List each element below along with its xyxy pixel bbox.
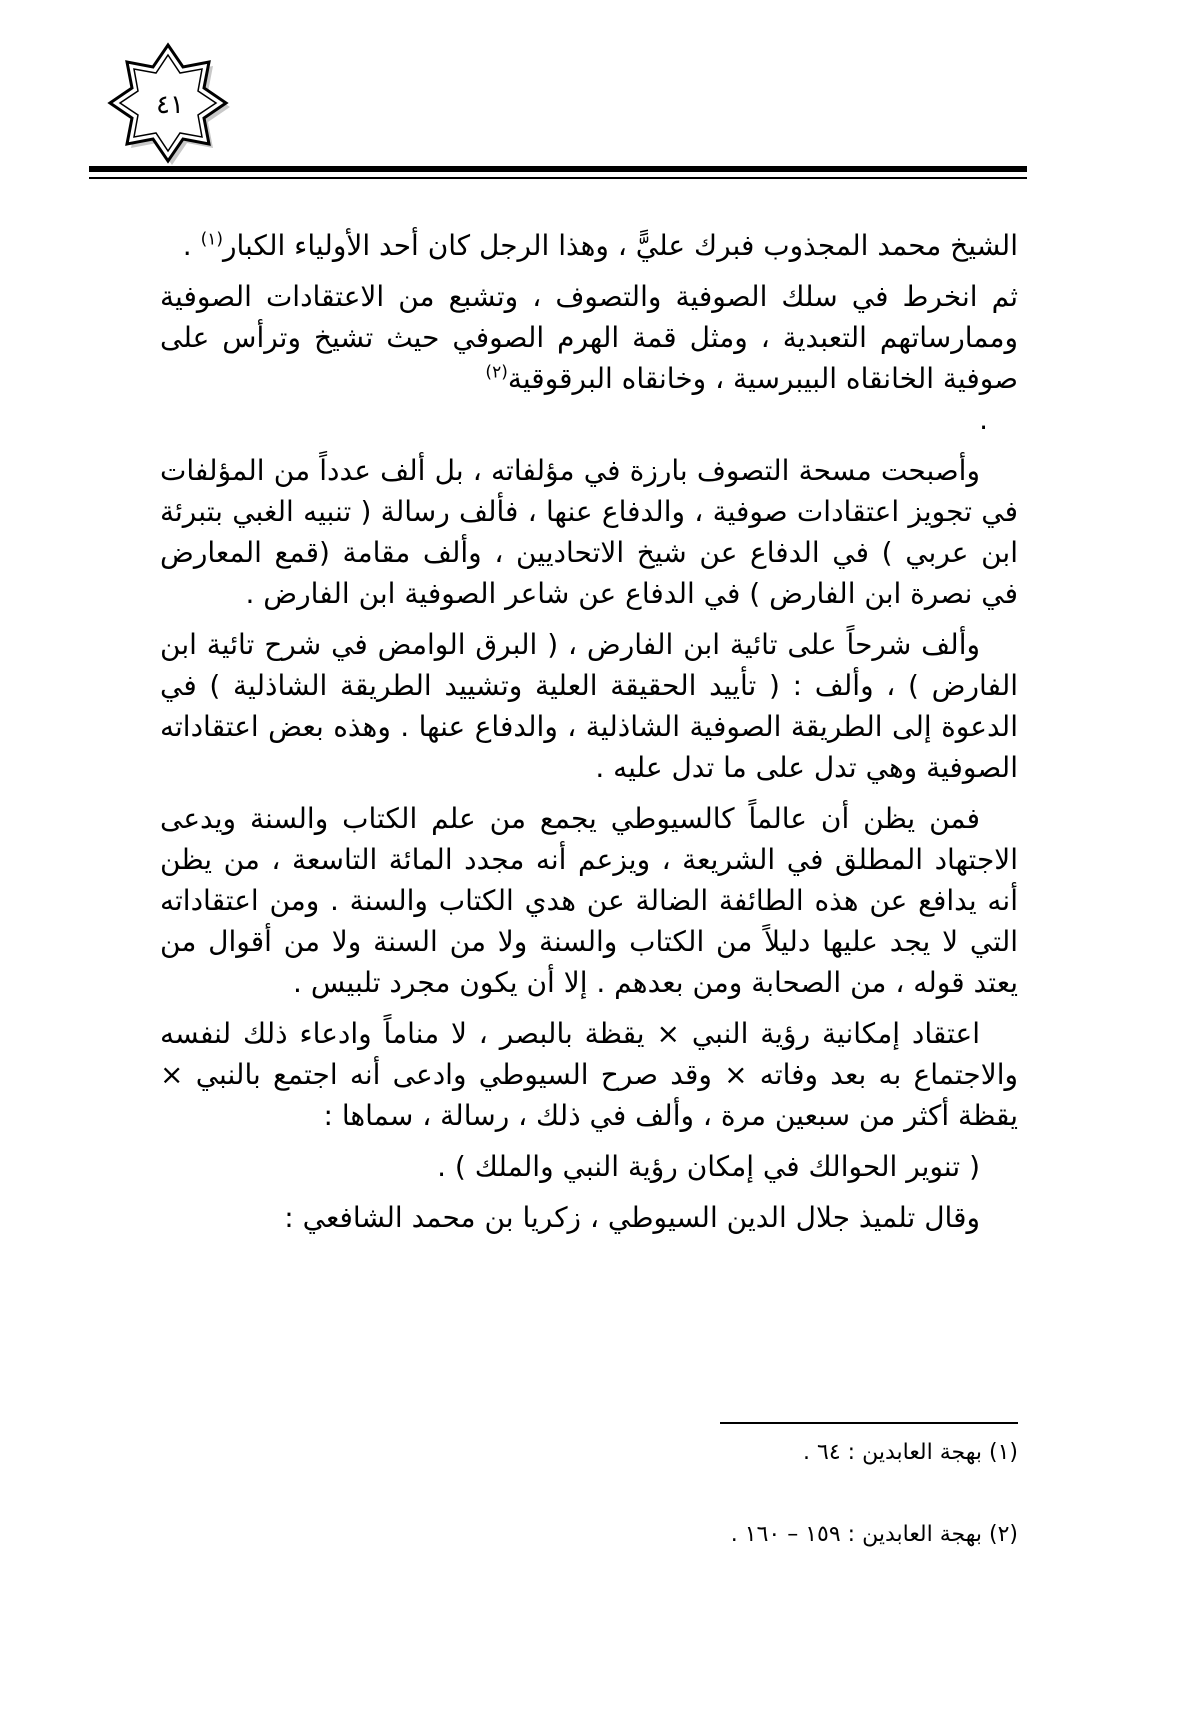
- page-number: ٤١: [156, 90, 184, 120]
- paragraph-7: ( تنوير الحوالك في إمكان رؤية النبي والملك ) .: [437, 1150, 980, 1183]
- paragraph-end: .: [182, 229, 201, 262]
- body-text: [160, 225, 1018, 1248]
- page-number-badge: [105, 40, 235, 170]
- footnotes: [160, 1438, 1018, 1550]
- footnote-ref-2: (٢): [485, 362, 508, 383]
- paragraph-5: فمن يظن أن عالماً كالسيوطي يجمع من علم الكتاب والسنة ويدعى الاجتهاد المطلق في الشريعة ، ويزعم أنه مجدد المائة التاسعة ، من يظن أنه يدافع عن هذه الطائفة الضالة عن هدي الكتاب والسنة . ومن اعتقاداته التي لا يجد عليها دليلاً من الكتاب والسنة ولا من السنة ولا من أقوال من يعتد قوله ، من الصحابة ومن بعدهم . إلا أن يكون مجرد تلبيس .: [160, 802, 1018, 999]
- paragraph-6: اعتقاد إمكانية رؤية النبي × يقظة بالبصر ، لا مناماً وادعاء ذلك لنفسه والاجتماع به بعد وفاته × وقد صرح السيوطي وادعى أنه اجتمع بالنبي × يقظة أكثر من سبعين مرة ، وألف في ذلك ، رسالة ، سماها :: [160, 1017, 1018, 1132]
- paragraph-text: الشيخ محمد المجذوب فبرك عليًّ ، وهذا الرجل كان أحد الأولياء الكبار: [222, 229, 1018, 262]
- paragraph-3: وأصبحت مسحة التصوف بارزة في مؤلفاته ، بل ألف عدداً من المؤلفات في تجويز اعتقادات صوفية ، والدفاع عنها ، فألف رسالة ( تنبيه الغبي بتبرئة ابن عربي ) في الدفاع عن شيخ الاتحاديين ، وألف مقامة (قمع المعارض في نصرة ابن الفارض ) في الدفاع عن شاعر الصوفية ابن الفارض .: [160, 454, 1018, 610]
- header-rule-thick: [89, 166, 1027, 172]
- paragraph-4: وألف شرحاً على تائية ابن الفارض ، ( البرق الوامض في شرح تائية ابن الفارض ) ، وألف : ( تأييد الحقيقة العلية وتشييد الطريقة الشاذلية ) في الدعوة إلى الطريقة الصوفية الشاذلية ، والدفاع عنها . وهذه بعض اعتقاداته الصوفية وهي تدل على ما تدل عليه .: [160, 628, 1018, 784]
- footnote-ref-1: (١): [200, 229, 223, 250]
- paragraph-2-end: [160, 399, 1018, 440]
- footnote-rule: [720, 1422, 1018, 1424]
- paragraph-2: [160, 276, 1018, 399]
- paragraph-text: ثم انخرط في سلك الصوفية والتصوف ، وتشبع من الاعتقادات الصوفية وممارساتهم التعبدية ، ومثل قمة الهرم الصوفي حيث تشيخ وترأس على صوفية الخانقاه البيبرسية ، وخانقاه البرقوقية: [160, 280, 1018, 395]
- paragraph-8: وقال تلميذ جلال الدين السيوطي ، زكريا بن محمد الشافعي :: [284, 1201, 980, 1234]
- paragraph-1: [160, 225, 1018, 266]
- header-rule-thin: [89, 177, 1027, 179]
- paragraph-end: .: [979, 403, 988, 436]
- footnote-1: (١) بهجة العابدين : ٦٤ .: [803, 1440, 1018, 1465]
- footnote-2: (٢) بهجة العابدين : ١٥٩ – ١٦٠ .: [730, 1522, 1018, 1547]
